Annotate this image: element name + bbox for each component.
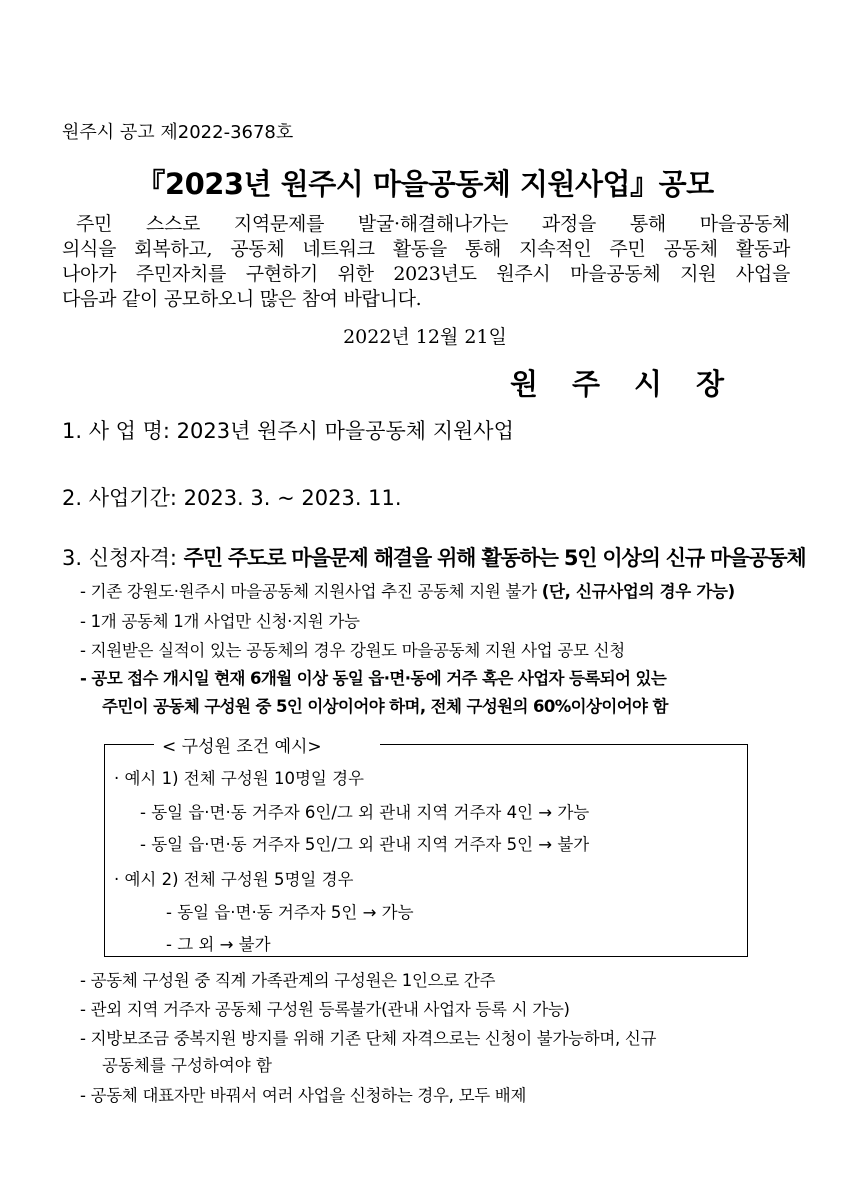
section-project-name: 1. 사 업 명: 2023년 원주시 마을공동체 지원사업 [62,419,514,443]
intro-line: 다음과 같이 공모하오니 많은 참여 바랍니다. [62,288,422,310]
issuer-name: 원주시장 [510,367,759,401]
list-item-continuation: 공동체를 구성하여야 함 [102,1056,272,1075]
intro-line: 주민 스스로 지역문제를 발굴·해결해나가는 과정을 통해 마을공동체 [76,213,790,235]
intro-paragraph [62,212,790,312]
notice-number: 원주시 공고 제2022-3678호 [62,122,294,143]
notice-date: 2022년 12월 21일 [343,326,507,348]
example-subitem: - 그 외 → 불가 [166,935,271,954]
list-item: - 공동체 대표자만 바꿔서 여러 사업을 신청하는 경우, 모두 배제 [80,1086,527,1105]
example-box-title: < 구성원 조건 예시> [162,737,322,757]
list-item [80,578,735,602]
section-eligibility [62,542,806,572]
list-item: - 지방보조금 중복지원 방지를 위해 기존 단체 자격으로는 신청이 불가능하며, 신규 [80,1029,657,1048]
list-item: - 지원받은 실적이 있는 공동체의 경우 강원도 마을공동체 지원 사업 공모 신청 [80,641,625,660]
example-box-border [380,744,747,745]
bullet-emphasis: (단, 신규사업의 경우 가능) [541,582,735,601]
page-title: 『2023년 원주시 마을공동체 지원사업』공모 [136,167,714,201]
example-item: · 예시 2) 전체 구성원 5명일 경우 [114,870,354,889]
section-eligibility-text: 주민 주도로 마을문제 해결을 위해 활동하는 5인 이상의 신규 마을공동체 [183,546,806,570]
intro-line: 의식을 회복하고, 공동체 네트워크 활동을 통해 지속적인 주민 공동체 활동과 [62,238,790,260]
intro-line: 나아가 주민자치를 구현하기 위한 2023년도 원주시 마을공동체 지원 사업을 [62,263,790,285]
example-subitem: - 동일 읍·면·동 거주자 5인 → 가능 [166,903,414,922]
example-box-border [104,744,154,745]
example-item: · 예시 1) 전체 구성원 10명일 경우 [114,769,364,788]
list-item: - 공동체 구성원 중 직계 가족관계의 구성원은 1인으로 간주 [80,971,496,990]
section-eligibility-label: 3. 신청자격: [62,546,184,570]
list-item: - 관외 지역 거주자 공동체 구성원 등록불가(관내 사업자 등록 시 가능) [80,1000,570,1019]
list-item: - 공모 접수 개시일 현재 6개월 이상 동일 읍·면·동에 거주 혹은 사업자 등록되어 있는 [80,669,667,688]
list-item: - 1개 공동체 1개 사업만 신청·지원 가능 [80,612,360,631]
example-subitem: - 동일 읍·면·동 거주자 5인/그 외 관내 지역 거주자 5인 → 불가 [140,835,590,854]
example-subitem: - 동일 읍·면·동 거주자 6인/그 외 관내 지역 거주자 4인 → 가능 [140,803,590,822]
section-project-period: 2. 사업기간: 2023. 3. ~ 2023. 11. [62,486,402,510]
list-item-continuation: 주민이 공동체 구성원 중 5인 이상이어야 하며, 전체 구성원의 60%이상이어야 함 [102,697,668,716]
bullet-text: - 기존 강원도·원주시 마을공동체 지원사업 추진 공동체 지원 불가 [80,582,542,601]
